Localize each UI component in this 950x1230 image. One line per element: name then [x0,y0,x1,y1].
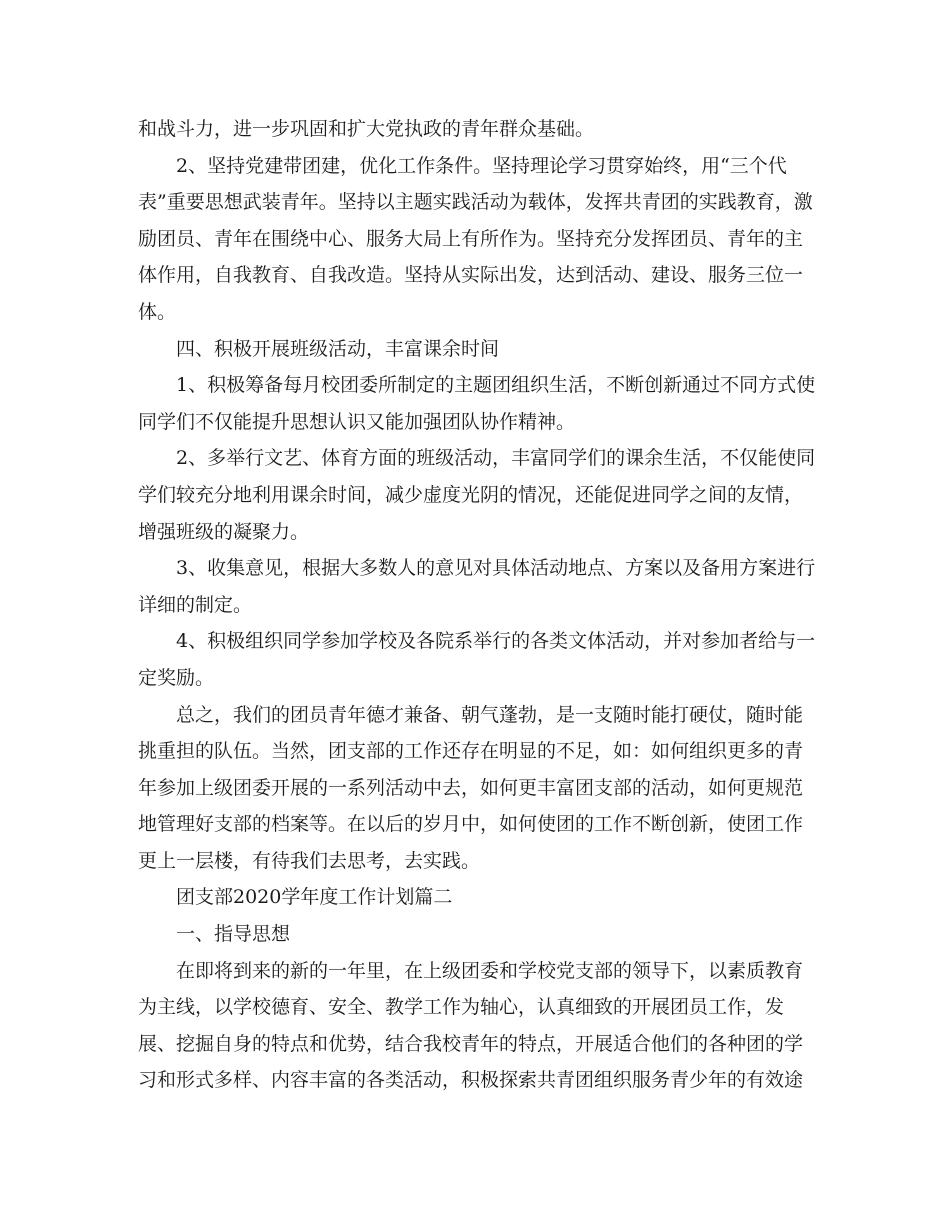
document-title: 团支部2020学年度工作计划篇二 [176,886,453,909]
paragraph-line: 详细的制定。 [138,593,253,616]
paragraph-line: 和战斗力，进一步巩固和扩大党执政的青年群众基础。 [138,118,595,140]
paragraph-line: 学们较充分地利用课余时间，减少虚度光阴的情况，还能促进同学之间的友情， [138,483,804,506]
paragraph-line: 展、挖掘自身的特点和优势，结合我校青年的特点，开展适合他们的各种团的学 [138,1032,804,1055]
paragraph-line: 为主线，以学校德育、安全、教学工作为轴心，认真细致的开展团员工作，发 [138,996,785,1019]
paragraph-line: 定奖励。 [138,666,215,689]
paragraph-line: 增强班级的凝聚力。 [138,520,310,543]
paragraph-line: 体作用，自我教育、自我改造。坚持从实际出发，达到活动、建设、服务三位一 [138,264,804,287]
paragraph-line: 1、积极筹备每月校团委所制定的主题团组织生活，不断创新通过不同方式使 [176,374,816,397]
paragraph-line: 总之，我们的团员青年德才兼备、朝气蓬勃，是一支随时能打硬仗，随时能 [176,703,804,726]
paragraph-line: 挑重担的队伍。当然，团支部的工作还存在明显的不足，如：如何组织更多的青 [138,740,804,763]
paragraph-line: 习和形式多样、内容丰富的各类活动，积极探索共青团组织服务青少年的有效途 [138,1069,804,1092]
paragraph-line: 2、多举行文艺、体育方面的班级活动，丰富同学们的课余生活，不仅能使同 [176,447,816,470]
section-heading: 四、积极开展班级活动，丰富课余时间 [176,337,500,360]
paragraph-line: 更上一层楼，有待我们去思考，去实践。 [138,849,481,872]
paragraph-line: 励团员、青年在围绕中心、服务大局上有所作为。坚持充分发挥团员、青年的主 [138,227,804,250]
document-body [138,111,816,1099]
paragraph-line: 2、坚持党建带团建，优化工作条件。坚持理论学习贯穿始终，用“三个代 [176,154,787,177]
paragraph-line: 地管理好支部的档案等。在以后的岁月中，如何使团的工作不断创新，使团工作 [138,813,804,836]
paragraph-line: 表”重要思想武装青年。坚持以主题实践活动为载体，发挥共青团的实践教育，激 [138,191,813,214]
paragraph-line: 同学们不仅能提升思想认识又能加强团队协作精神。 [138,410,576,433]
paragraph-line: 3、收集意见，根据大多数人的意见对具体活动地点、方案以及备用方案进行 [176,557,816,580]
paragraph-line: 年参加上级团委开展的一系列活动中去，如何更丰富团支部的活动，如何更规范 [138,776,804,799]
paragraph-line: 体。 [138,300,177,323]
paragraph-line: 4、积极组织同学参加学校及各院系举行的各类文体活动，并对参加者给与一 [176,630,816,653]
paragraph-line: 在即将到来的新的一年里，在上级团委和学校党支部的领导下，以素质教育 [176,959,804,982]
section-heading: 一、指导思想 [176,923,291,946]
